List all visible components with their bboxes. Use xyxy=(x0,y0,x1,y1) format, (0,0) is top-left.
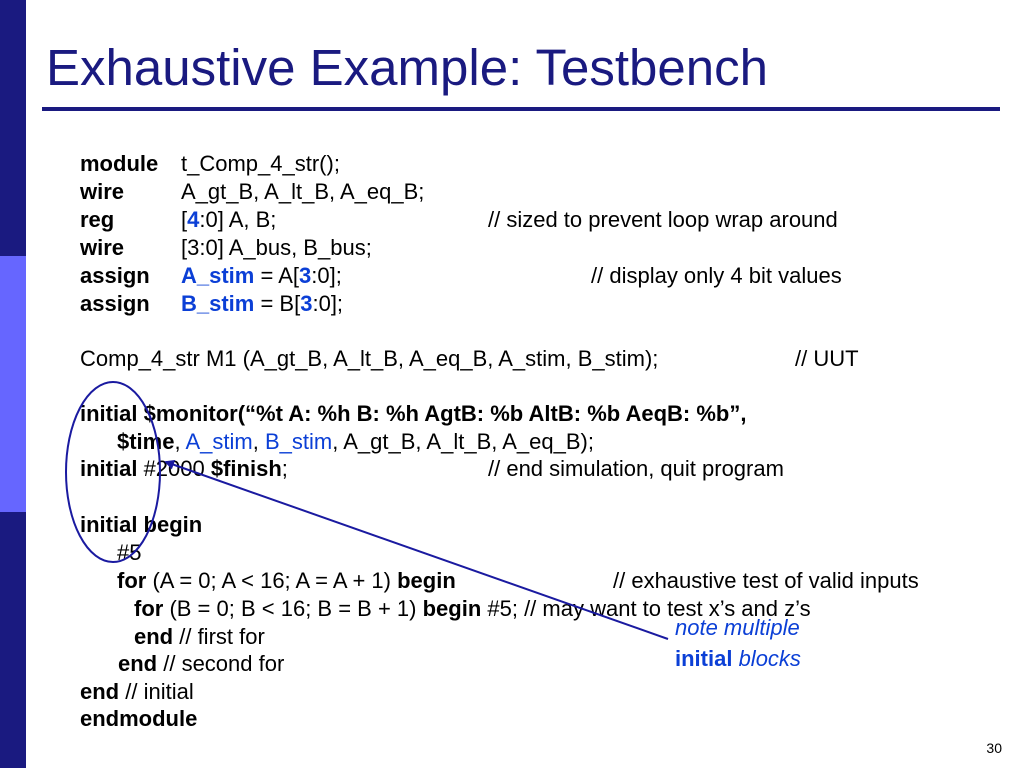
callout-arrow xyxy=(166,462,668,639)
code-line-2: wire A_gt_B, A_lt_B, A_eq_B; xyxy=(80,179,425,204)
callout-note-line2: initial blocks xyxy=(675,646,801,671)
code-line-13: for (A = 0; A < 16; A = A + 1) begin // exhaustive test of valid inputs xyxy=(117,568,919,593)
slide-title: Exhaustive Example: Testbench xyxy=(46,39,768,96)
code-comment: // display only 4 bit values xyxy=(591,263,842,288)
code-line-6: assign B_stim = B[3:0]; xyxy=(80,291,344,316)
highlight-ellipse xyxy=(66,382,160,562)
code-line-1: module t_Comp_4_str(); xyxy=(80,151,340,176)
callout-note: note multiple xyxy=(675,615,800,640)
code-line-12: #5 xyxy=(117,540,142,565)
code-line-4: wire [3:0] A_bus, B_bus; xyxy=(80,235,372,260)
code-line-5: assign A_stim = A[3:0]; // display only 4 bit values xyxy=(80,263,842,288)
page-number: 30 xyxy=(986,740,1002,756)
code-line-18: endmodule xyxy=(80,706,198,731)
code-comment: // UUT xyxy=(795,346,859,371)
code-line-11: initial begin xyxy=(80,512,203,537)
code-comment: // exhaustive test of valid inputs xyxy=(613,568,919,593)
code-line-15: end // first for xyxy=(134,624,265,649)
code-comment: // sized to prevent loop wrap around xyxy=(488,207,838,232)
code-line-10: initial #2000 $finish; // end simulation, quit program xyxy=(80,456,784,481)
code-line-9: $time, A_stim, B_stim, A_gt_B, A_lt_B, A_eq_B); xyxy=(117,429,594,454)
code-line-7: Comp_4_str M1 (A_gt_B, A_lt_B, A_eq_B, A_stim, B_stim); // UUT xyxy=(80,346,859,371)
code-line-8: initial $monitor(“%t A: %h B: %h AgtB: %b AltB: %b AeqB: %b”, xyxy=(80,401,747,426)
code-line-3: reg [4:0] A, B; // sized to prevent loop wrap around xyxy=(80,207,838,232)
code-line-16: end // second for xyxy=(118,651,285,676)
code-comment: // end simulation, quit program xyxy=(488,456,784,481)
code-line-14: for (B = 0; B < 16; B = B + 1) begin #5; // may want to test x’s and z’s xyxy=(134,596,811,621)
code-line-17: end // initial xyxy=(80,679,194,704)
